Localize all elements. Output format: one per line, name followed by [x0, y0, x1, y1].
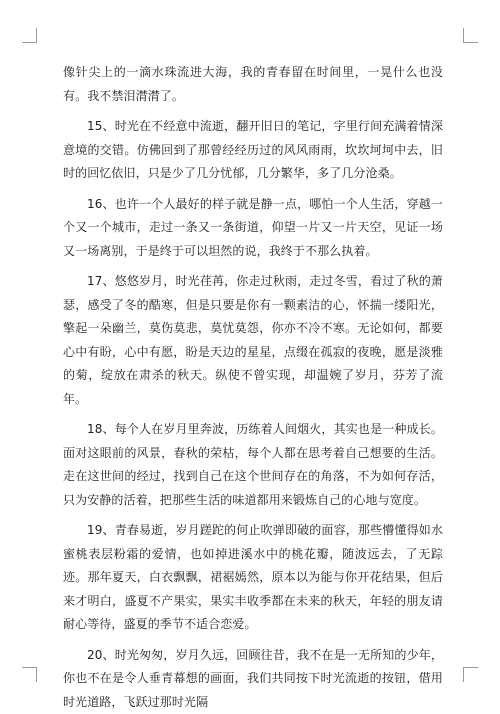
paragraph-14-continued: 像针尖上的一滴水珠流进大海，我的青春留在时间里，一晃什么也没有。我不禁泪潸潸了。	[63, 61, 443, 108]
paragraph-gap	[63, 637, 443, 644]
paragraph-15: 15、时光在不经意中流逝，翻开旧日的笔记，字里行间充满着情深意境的交错。仿佛回到了那曾经经历过的风风雨雨，坎坎坷坷中去，旧时的回忆依旧，只是少了几分忧郁，几分繁华，多了几分沧桑。	[63, 115, 443, 186]
paragraph-gap	[63, 411, 443, 418]
paragraph-16: 16、也许一个人最好的样子就是静一点，哪怕一个人生活，穿越一个又一个城市，走过一条又一条街道，仰望一片又一片天空，见证一场又一场离别，于是终于可以坦然的说，我终于不那么执着。	[63, 193, 443, 264]
paragraph-gap	[63, 186, 443, 193]
paragraph-18: 18、每个人在岁月里奔波，历练着人间烟火，其实也是一种成长。面对这眼前的风景，春秋的荣枯，每个人都在思考着自己想要的生活。走在这世间的经过，找到自己在这个世间存在的角落，不为如何存活，只为安静的活着，把那些生活的味道都用来锻炼自己的心地与宽度。	[63, 418, 443, 512]
paragraph-20: 20、时光匆匆，岁月久远，回顾往昔，我不在是一无所知的少年，你也不在是令人垂青幕想的画面，我们共同按下时光流逝的按钮，借用时光道路，飞跃过那时光隔	[63, 644, 443, 714]
paragraph-gap	[63, 512, 443, 519]
paragraph-gap	[63, 263, 443, 270]
paragraph-17: 17、悠悠岁月，时光荏苒，你走过秋雨，走过冬雪，看过了秋的萧瑟，感受了冬的酷寒，但是只要是你有一颗素洁的心，怀揣一缕阳光，擎起一朵幽兰，莫伤莫悲，莫忧莫怨，你亦不冷不寒。无论如何，都要心中有盼，心中有愿，盼是天边的星星，点缀在孤寂的夜晚，愿是淡雅的菊，绽放在肃杀的秋天。纵使不曾实现，却温婉了岁月，芬芳了流年。	[63, 270, 443, 411]
crop-mark-bottom-right	[463, 667, 478, 682]
crop-mark-top-left	[22, 28, 37, 43]
paragraph-gap	[63, 108, 443, 115]
document-body	[63, 61, 443, 714]
crop-mark-top-right	[463, 28, 478, 43]
paragraph-19: 19、青春易逝，岁月蹉跎的何止吹弹即破的面容，那些懵懂得如水蜜桃表层粉霜的爱情，也如掉进溪水中的桃花瓣，随波远去，了无踪迹。那年夏天，白衣飘飘，裙裾嫣然，原本以为能与你开花结果，但后来才明白，盛夏不产果实，果实丰收季都在未来的秋天，年轻的朋友请耐心等待，盛夏的季节不适合恋爱。	[63, 519, 443, 637]
crop-mark-bottom-left	[22, 667, 37, 682]
